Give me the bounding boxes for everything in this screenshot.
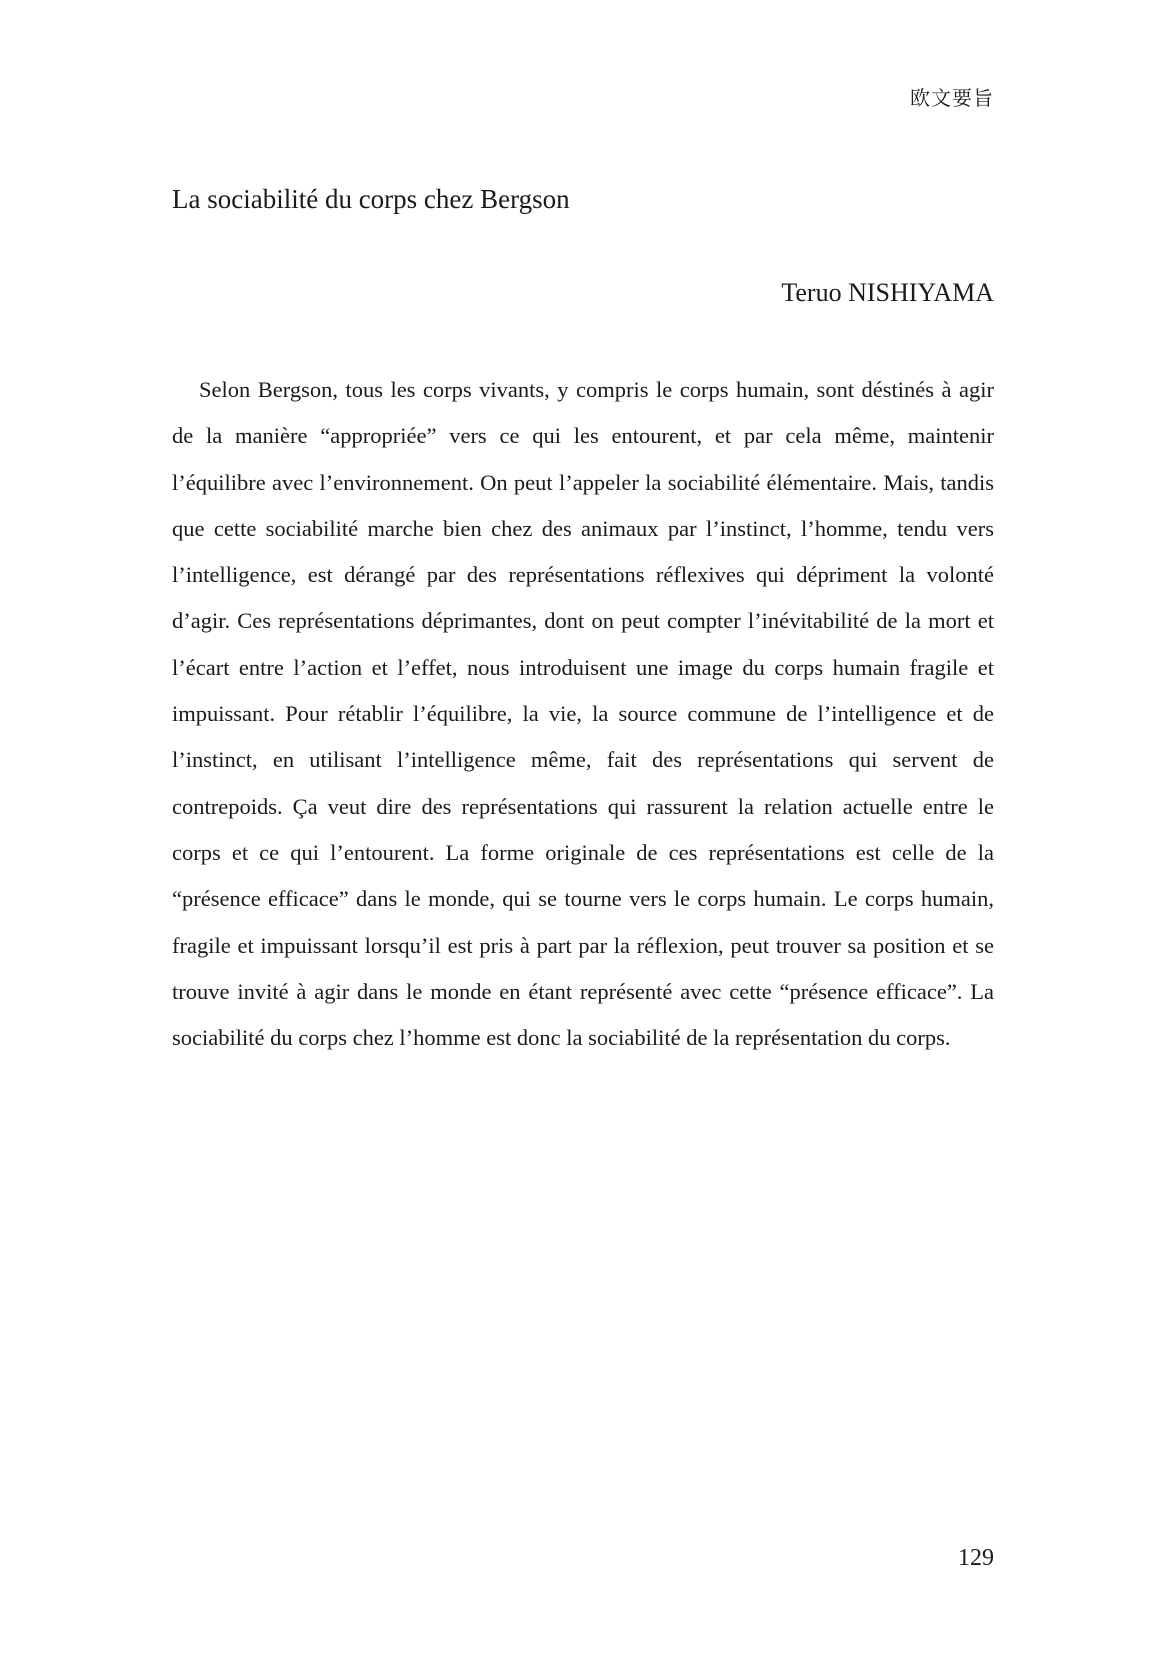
article-title: La sociabilité du corps chez Bergson [172,184,570,214]
page-number: 129 [958,1545,994,1571]
running-header: 欧文要旨 [910,86,994,110]
author-name: Teruo NISHIYAMA [781,278,994,307]
abstract-paragraph: Selon Bergson, tous les corps vivants, y compris le corps humain, sont déstinés à agir de la manière “appropriée” vers ce qui les entourent, et par cela même, maintenir l’équilibre avec l’environnement. On peut l’appeler la sociabilité élémentaire. Mais, tandis que cette sociabilité marche bien chez des animaux par l’instinct, l’homme, tendu vers l’intelligence, est dérangé par des représentations réflexives qui dépriment la volonté d’agir. Ces représentations déprimantes, dont on peut compter l’inévitabilité de la mort et l’écart entre l’action et l’effet, nous introduisent une image du corps humain fragile et impuissant. Pour rétablir l’équilibre, la vie, la source commune de l’intelligence et de l’instinct, en utilisant l’intelligence même, fait des représentations qui servent de contrepoids. Ça veut dire des représentations qui rassurent la relation actuelle entre le corps et ce qui l’entourent. La forme originale de ces représentations est celle de la “présence efficace” dans le monde, qui se tourne vers le corps humain. Le corps humain, fragile et impuissant lorsqu’il est pris à part par la réflexion, peut trouver sa position et se trouve invité à agir dans le monde en étant représenté avec cette “présence efficace”. La sociabilité du corps chez l’homme est donc la sociabilité de la représentation du corps. [172,377,994,1051]
